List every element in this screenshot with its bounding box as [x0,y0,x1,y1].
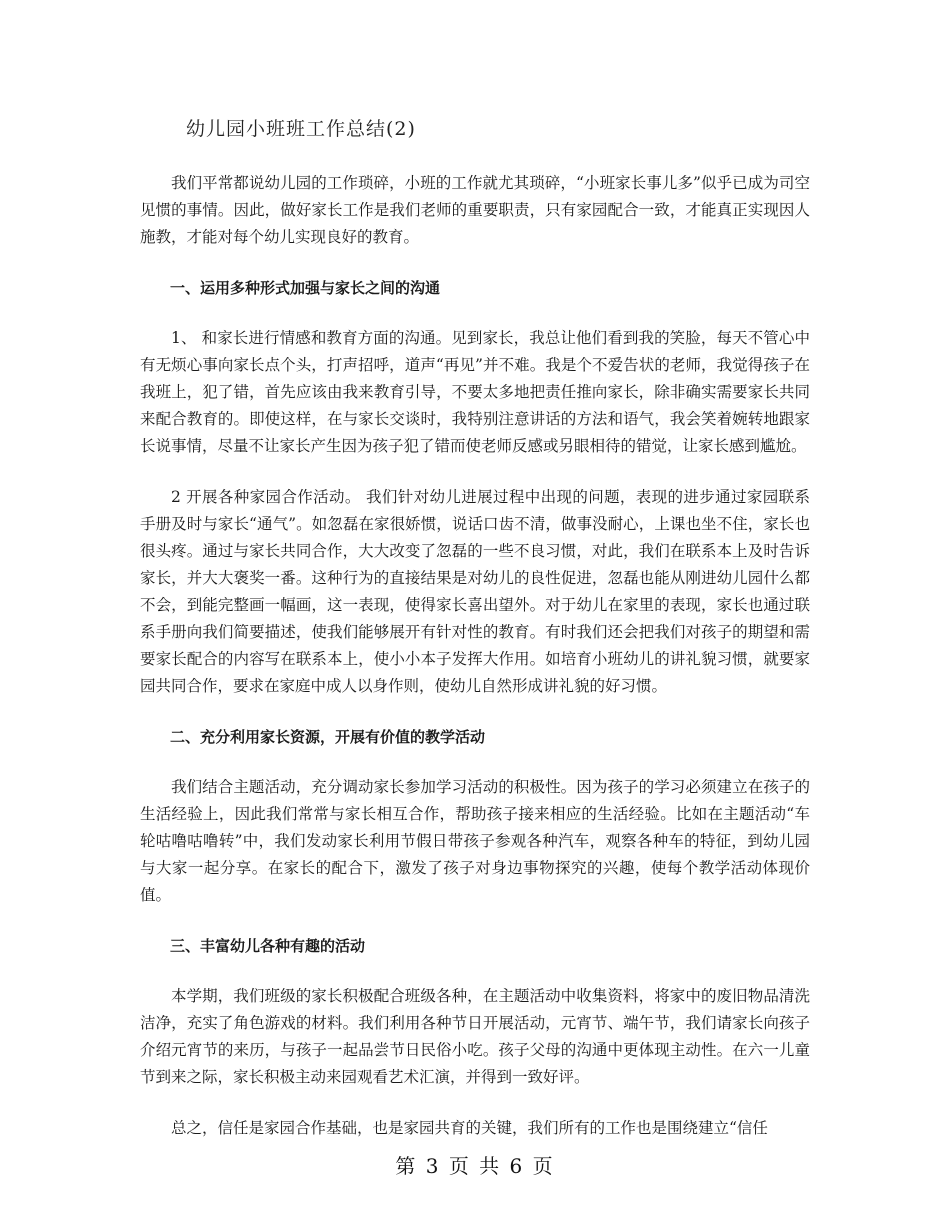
section-heading-2: 二、充分利用家长资源，开展有价值的教学活动 [170,728,486,746]
section-3-paragraph-2: 总之，信任是家园合作基础，也是家园共育的关键，我们所有的工作也是围绕建立“信任 [171,1119,768,1137]
intro-paragraph: 我们平常都说幼儿园的工作琐碎，小班的工作就尤其琐碎，“小班家长事儿多”似乎已成为司空见惯的事情。因此，做好家长工作是我们老师的重要职责，只有家园配合一致，才能真正实现因人施教，才能对每个幼儿实现良好的教育。 [140,174,810,246]
document-title: 幼儿园小班班工作总结(2) [186,118,416,140]
document-body [140,170,810,1142]
page-number-footer: 第 3 页 共 6 页 [395,1154,555,1178]
section-2-paragraph-1: 我们结合主题活动，充分调动家长参加学习活动的积极性。因为孩子的学习必须建立在孩子的生活经验上，因此我们常常与家长相互合作，帮助孩子接来相应的生活经验。比如在主题活动“车轮咕噜咕噜转”中，我们发动家长利用节假日带孩子参观各种汽车，观察各种车的特征，到幼儿园与大家一起分享。在家长的配合下，激发了孩子对身边事物探究的兴趣，使每个教学活动体现价值。 [140,778,810,904]
section-heading-1: 一、运用多种形式加强与家长之间的沟通 [170,279,441,297]
section-1-paragraph-1: 1、 和家长进行情感和教育方面的沟通。见到家长，我总让他们看到我的笑脸，每天不管心中有无烦心事向家长点个头，打声招呼，道声“再见”并不难。我是个不爱告状的老师，我觉得孩子在我班上，犯了错，首先应该由我来教育引导，不要太多地把责任推向家长，除非确实需要家长共同来配合教育的。即使这样，在与家长交谈时，我特别注意讲话的方法和语气，我会笑着婉转地跟家长说事情，尽量不让家长产生因为孩子犯了错而使老师反感或另眼相待的错觉，让家长感到尴尬。 [140,329,810,455]
section-3-paragraph-1: 本学期，我们班级的家长积极配合班级各种，在主题活动中收集资料，将家中的废旧物品清洗洁净，充实了角色游戏的材料。我们利用各种节日开展活动，元宵节、端午节，我们请家长向孩子介绍元宵节的来历，与孩子一起品尝节日民俗小吃。孩子父母的沟通中更体现主动性。在六一儿童节到来之际，家长积极主动来园观看艺术汇演，并得到一致好评。 [140,987,810,1086]
section-1-paragraph-2: 2 开展各种家园合作活动。 我们针对幼儿进展过程中出现的问题，表现的进步通过家园联系手册及时与家长“通气”。如忽磊在家很娇惯，说话口齿不清，做事没耐心，上课也坐不住，家长也很头疼。通过与家长共同合作，大大改变了忽磊的一些不良习惯，对此，我们在联系本上及时告诉家长，并大大褒奖一番。这种行为的直接结果是对幼儿的良性促进，忽磊也能从刚进幼儿园什么都不会，到能完整画一幅画，这一表现，使得家长喜出望外。对于幼儿在家里的表现，家长也通过联系手册向我们简要描述，使我们能够展开有针对性的教育。有时我们还会把我们对孩子的期望和需要家长配合的内容写在联系本上，使小小本子发挥大作用。如培育小班幼儿的讲礼貌习惯，就要家园共同合作，要求在家庭中成人以身作则，使幼儿自然形成讲礼貌的好习惯。 [140,488,810,695]
section-heading-3: 三、丰富幼儿各种有趣的活动 [170,937,366,955]
